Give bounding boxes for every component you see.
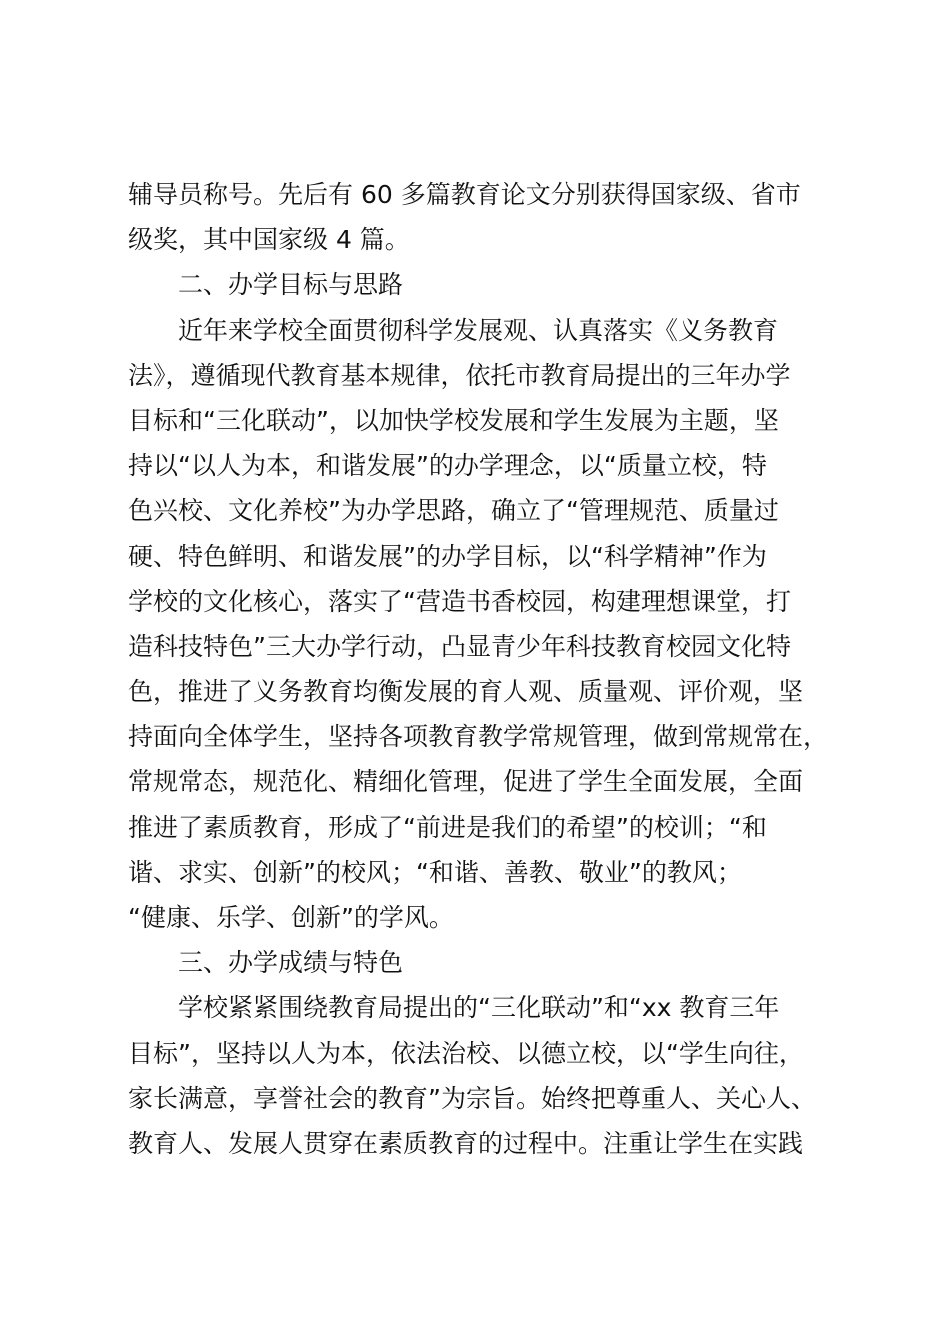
text-line: 造科技特色”三大办学行动，凸显青少年科技教育校园文化特 (128, 631, 791, 661)
text-line: 家长满意，享誉社会的教育”为宗旨。始终把尊重人、关心人、 (128, 1083, 816, 1113)
text-line: 目标”，坚持以人为本，依法治校、以德立校，以“学生向往， (128, 1038, 804, 1068)
text-line: 色兴校、文化养校”为办学思路，确立了“管理规范、质量过 (128, 496, 779, 526)
document-body (128, 172, 834, 1166)
text-line: 常规常态，规范化、精细化管理，促进了学生全面发展，全面 (128, 767, 804, 797)
text-line: “健康、乐学、创新”的学风。 (128, 903, 454, 932)
text-line: 目标和“三化联动”，以加快学校发展和学生发展为主题，坚 (128, 405, 779, 435)
text-line: 辅导员称号。先后有 60 多篇教育论文分别获得国家级、省市 (128, 180, 801, 209)
paragraph-first-line: 三、办学成绩与特色 (178, 948, 404, 978)
text-line: 级奖，其中国家级 4 篇。 (128, 225, 410, 255)
text-line: 硬、特色鲜明、和谐发展”的办学目标，以“科学精神”作为 (128, 541, 767, 571)
paragraph-first-line: 学校紧紧围绕教育局提出的“三化联动”和“xx 教育三年 (178, 993, 780, 1023)
paragraph-first-line: 二、办学目标与思路 (178, 270, 404, 300)
text-line: 法》，遵循现代教育基本规律，依托市教育局提出的三年办学 (128, 360, 791, 390)
text-line: 推进了素质教育，形成了“前进是我们的希望”的校训；“和 (128, 812, 767, 842)
text-line: 学校的文化核心，落实了“营造书香校园，构建理想课堂，打 (128, 586, 791, 616)
paragraph-first-line: 近年来学校全面贯彻科学发展观、认真落实《义务教育 (178, 315, 779, 345)
text-line: 持面向全体学生，坚持各项教育教学常规管理，做到常规常在， (128, 722, 829, 752)
text-line: 谐、求实、创新”的校风；“和谐、善教、敬业”的教风； (128, 857, 742, 887)
text-line: 教育人、发展人贯穿在素质教育的过程中。注重让学生在实践 (128, 1128, 804, 1158)
text-line: 色，推进了义务教育均衡发展的育人观、质量观、评价观，坚 (128, 677, 804, 707)
text-line: 持以“以人为本，和谐发展”的办学理念，以“质量立校，特 (128, 451, 767, 481)
